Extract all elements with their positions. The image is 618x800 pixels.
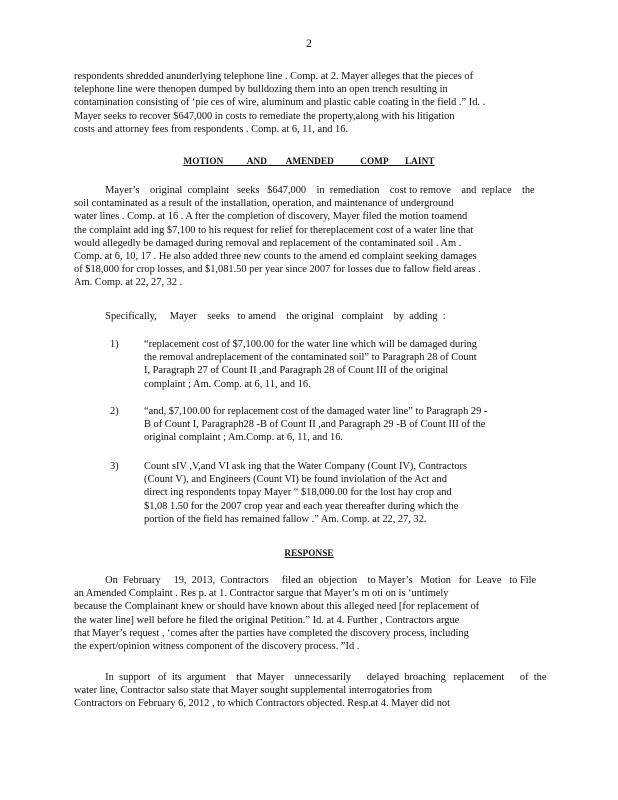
text-line: Mayer seeks to recover $647,000 in costs to remediate the property,along with his litigation: [74, 110, 455, 122]
text-line: Count sIV ,V,and VI ask ing that the Water Company (Count IV), Contractors: [144, 461, 468, 472]
text-line: the water line] well before he filed the original Petition.” Id. at 4. Further , Contractors argue: [74, 614, 460, 626]
text-line: costs and attorney fees from respondents . Comp. at 6, 11, and 16.: [74, 123, 349, 135]
text-line: Contractors on February 6, 2012 , to which Contractors objected. Resp.at 4. Mayer did not: [74, 698, 451, 710]
text-line: Comp. at 6, 10, 17 . He also added three new counts to the amend ed complaint seeking damages: [74, 251, 477, 263]
text-line: that Mayer’s request , ‘comes after the parties have completed the discovery process, including: [74, 627, 469, 639]
text-line: In support of its argument that Mayer unnecessarily delayed broaching replacement of the: [74, 672, 547, 683]
text-line: “replacement cost of $7,100.00 for the water line which will be damaged during: [144, 339, 477, 350]
text-line: complaint ; Am. Comp. at 6, 11, and 16.: [144, 378, 311, 390]
section-heading-response: RESPONSE: [284, 548, 334, 558]
text-line: I, Paragraph 27 of Count II ,and Paragraph 28 of Count III of the original: [144, 365, 449, 377]
paragraph-specifically: Specifically, Mayer seeks to amend the original complaint by adding :: [74, 311, 446, 322]
text-line: telephone line were thenopen dumped by bulldozing them into an open trench resulting in: [74, 84, 448, 96]
text-line: direct ing respondents topay Mayer “ $18,000.00 for the lost hay crop and: [144, 487, 452, 499]
page-number: 2: [306, 36, 312, 50]
text-line: water line, Contractor salso state that Mayer sought supplemental interrogatories from: [74, 685, 433, 697]
list-body: [144, 338, 544, 391]
section-heading-motion: MOTION AND AMENDED COMP LAINT: [183, 156, 435, 166]
list-number: 3): [110, 461, 119, 472]
text-line: $1,08 1.50 for the 2007 crop year and each year thereafter during which the: [144, 500, 459, 512]
list-body: [144, 460, 544, 526]
text-line: an Amended Complaint . Res p. at 1. Contractor sargue that Mayer’s m oti on is ‘untimely: [74, 588, 449, 600]
text-line: On February 19, 2013, Contractors filed an objection to Mayer’s Motion for Leave to File: [74, 575, 537, 586]
text-line: soil contaminated as a result of the installation, operation, and maintenance of underground: [74, 198, 454, 210]
text-line: Mayer’s original complaint seeks $647,000 in remediation cost to remove and replace the: [74, 185, 535, 196]
paragraph-motion: [74, 184, 544, 290]
text-line: B of Count I, Paragraph28 -B of Count II ,and Paragraph 29 -B of Count III of the: [144, 419, 486, 431]
text-line: portion of the field has remained fallow .” Am. Comp. at 22, 27, 32.: [144, 513, 427, 525]
text-line: (Count V), and Engineers (Count VI) be found inviolation of the Act and: [144, 474, 447, 486]
text-line: contamination consisting of ‘pie ces of wire, aluminum and plastic cable coating in the field .” Id. .: [74, 97, 486, 109]
list-number: 1): [110, 339, 119, 350]
list-body: [144, 405, 544, 445]
text-line: “and, $7,100.00 for replacement cost of the damaged water line” to Paragraph 29 -: [144, 406, 488, 417]
paragraph-intro: [74, 70, 544, 136]
text-line: original complaint ; Am.Comp. at 6, 11, and 16.: [144, 432, 344, 444]
text-line: the removal andreplacement of the contaminated soil” to Paragraph 28 of Count: [144, 352, 477, 364]
list-number: 2): [110, 406, 119, 417]
text-line: because the Complainant knew or should have known about this alleged need [for replacement of: [74, 601, 480, 613]
text-line: respondents shredded anunderlying telephone line . Comp. at 2. Mayer alleges that the pieces of: [74, 71, 474, 82]
paragraph-response: [74, 574, 544, 653]
text-line: would allegedly be damaged during removal and replacement of the contaminated soil . Am .: [74, 237, 462, 249]
paragraph-support: [74, 671, 547, 711]
text-line: the expert/opinion witness component of the discovery process. ”Id .: [74, 641, 360, 653]
text-line: of $18,000 for crop losses, and $1,081.50 per year since 2007 for losses due to fallow field areas .: [74, 264, 481, 276]
text-line: the complaint add ing $7,100 to his request for relief for thereplacement cost of a water line that: [74, 224, 474, 236]
text-line: water lines . Comp. at 16 . A fter the completion of discovery, Mayer filed the motion toamend: [74, 211, 468, 223]
text-line: Am. Comp. at 22, 27, 32 .: [74, 277, 183, 289]
